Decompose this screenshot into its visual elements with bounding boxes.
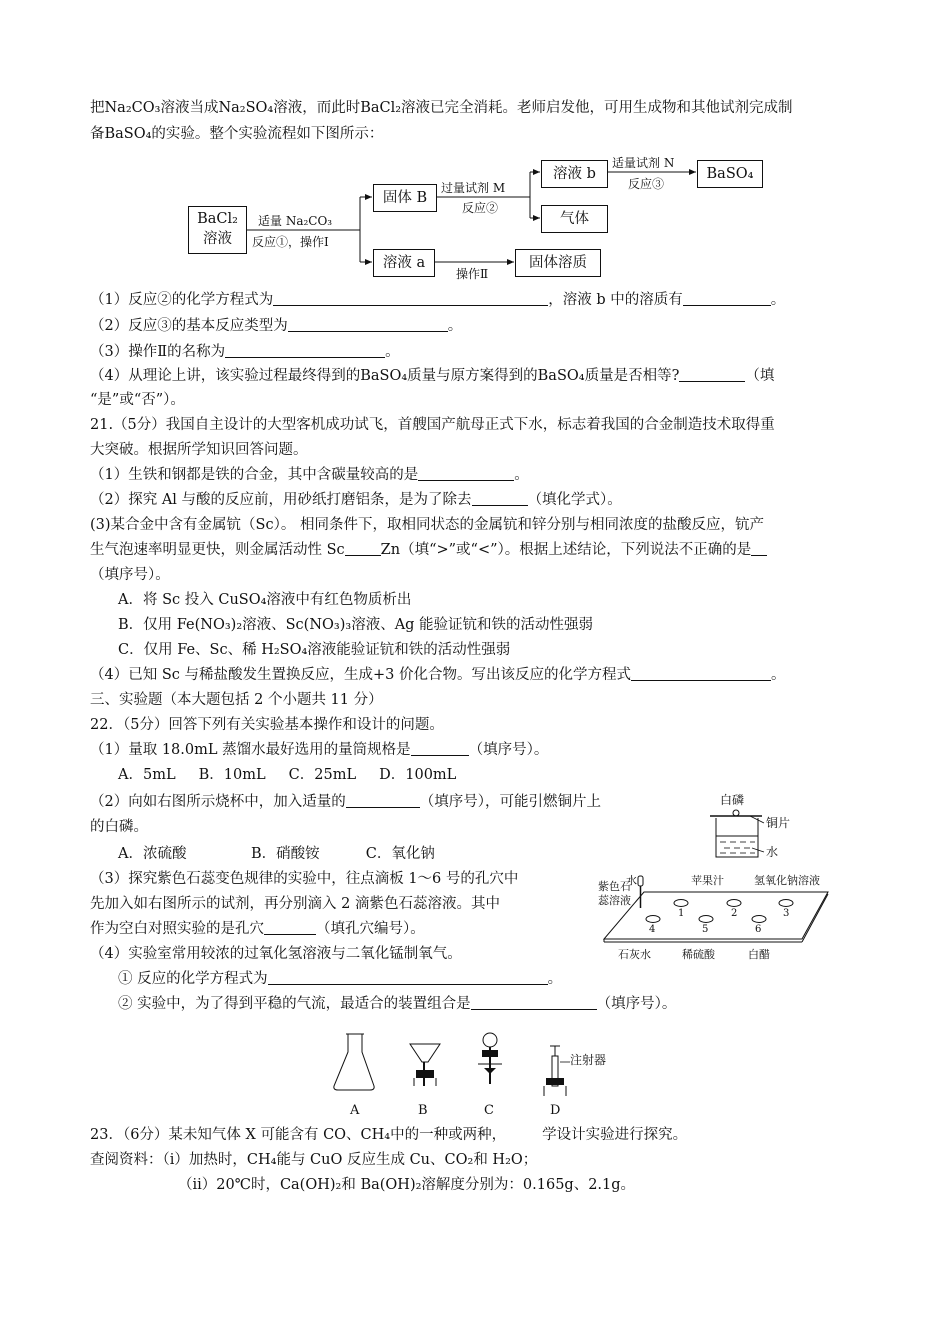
well-number-1: 1 (678, 908, 685, 919)
bottom-label-2: 稀硫酸 (682, 948, 715, 961)
operation2-label: 操作Ⅱ (456, 267, 489, 281)
syringe-label: 注射器 (570, 1053, 607, 1067)
intro-line-2: 备BaSO₄的实验。整个实验流程如下图所示： (90, 126, 384, 142)
q22-part3-line3: 作为空白对照实验的是孔穴 （填孔穴编号）。 (90, 921, 425, 937)
q20-part3: （3）操作Ⅱ的名称为 。 (90, 344, 400, 360)
well-5 (699, 916, 713, 923)
answer-blank[interactable] (288, 317, 448, 332)
answer-blank[interactable] (264, 920, 316, 935)
litmus-label-line2: 蕊溶液 (598, 894, 631, 907)
q21-part1: （1）生铁和钢都是铁的合金，其中含碳量较高的是 。 (90, 467, 529, 483)
answer-blank[interactable] (225, 343, 385, 358)
beaker-figure (700, 790, 810, 870)
answer-blank[interactable] (411, 741, 469, 756)
flow-start-line-2: 溶液 (203, 231, 232, 247)
flow-start-box (188, 206, 247, 254)
q22-part4-ii: ② 实验中，为了得到平稳的气流，最适合的装置组合是 （填序号）。 (118, 996, 677, 1012)
section-3-heading: 三、实验题（本大题包括 2 个小题共 11 分） (90, 692, 383, 708)
q22-part2-cont: 的白磷。 (90, 819, 148, 835)
well-number-4: 4 (649, 924, 656, 935)
bottom-label-1: 石灰水 (618, 948, 651, 961)
answer-blank[interactable] (418, 466, 514, 481)
white-phosphorus (733, 810, 739, 816)
flow-gas-box: 气体 (541, 205, 608, 233)
q22-part1-options: A．5mL B．10mL C．25mL D．100mL (118, 767, 457, 783)
q22-heading: 22．（5分）回答下列有关实验基本操作和设计的问题。 (90, 717, 444, 733)
answer-blank[interactable] (751, 541, 767, 556)
apparatus-label-d: D (550, 1103, 561, 1118)
reaction2-top-label: 过量试剂 M (441, 181, 506, 195)
top-label-1: 水 (626, 874, 637, 887)
well-4 (646, 916, 660, 923)
reaction3-bottom-label: 反应③ (628, 177, 665, 191)
answer-blank[interactable] (273, 291, 548, 306)
flow-solid-b-box: 固体 B (373, 184, 437, 212)
apparatus-label-a: A (350, 1103, 360, 1118)
q22-part3-line2: 先加入如右图所示的试剂，再分别滴入 2 滴紫色石蕊溶液。其中 (90, 896, 500, 912)
q23-line-2: 查阅资料：（ⅰ）加热时，CH₄能与 CuO 反应生成 Cu、CO₂和 H₂O； (90, 1152, 538, 1168)
q22-part2-options: A．浓硫酸 B．硝酸铵 C．氧化钠 (118, 846, 435, 862)
flow-solid-solute-box: 固体溶质 (515, 249, 601, 277)
well-number-2: 2 (731, 908, 738, 919)
flow-solution-b-box: 溶液 b (541, 160, 608, 188)
well-number-3: 3 (783, 908, 790, 919)
top-label-3: 氢氧化钠溶液 (754, 874, 820, 887)
spot-plate (604, 892, 828, 939)
bottom-label-3: 白醋 (748, 948, 770, 961)
q20-part4: （4）从理论上讲，该实验过程最终得到的BaSO₄质量与原方案得到的BaSO₄质量是否相等? （填 (90, 368, 775, 384)
q21-part3-line1: (3)某合金中含有金属钪（Sc）。 相同条件下，取相同状态的金属钪和锌分别与相同浓度的盐酸反应，钪产 (90, 517, 764, 533)
spot-plate-figure (596, 872, 846, 964)
answer-blank[interactable] (679, 367, 745, 382)
q21-option-b: B．仅用 Fe(NO₃)₂溶液、Sc(NO₃)₃溶液、Ag 能验证钪和铁的活动性强弱 (118, 617, 594, 633)
q21-option-c: C．仅用 Fe、Sc、稀 H₂SO₄溶液能验证钪和铁的活动性强弱 (118, 642, 511, 658)
litmus-label-line1: 紫色石 (598, 880, 631, 893)
white-phosphorus-label: 白磷 (720, 793, 745, 807)
copper-label: 铜片 (766, 816, 791, 830)
q23-line-1: 23．（6分）某未知气体 X 可能含有 CO、CH₄中的一种或两种， 学设计实验进行探究。 (90, 1127, 688, 1143)
answer-blank[interactable] (268, 970, 548, 985)
q20-part2: （2）反应③的基本反应类型为 。 (90, 318, 463, 334)
answer-blank[interactable] (471, 995, 597, 1010)
reaction1-bottom-label: 反应①，操作Ⅰ (252, 235, 329, 249)
q22-part2: （2）向如右图所示烧杯中，加入适量的 （填序号），可能引燃铜片上 (90, 794, 601, 810)
answer-blank[interactable] (472, 491, 528, 506)
apparatus-label-c: C (484, 1103, 494, 1118)
well-number-6: 6 (755, 924, 762, 935)
q20-part1: （1）反应②的化学方程式为 ，溶液 b 中的溶质有 。 (90, 292, 786, 308)
answer-blank[interactable] (346, 793, 420, 808)
well-6 (752, 916, 766, 923)
well-3 (779, 900, 793, 907)
well-number-5: 5 (702, 924, 709, 935)
q21-part3-line3: （填序号）。 (90, 567, 170, 583)
q20-part4-cont: “是”或“否”）。 (90, 392, 185, 408)
q21-part2: （2）探究 Al 与酸的反应前，用砂纸打磨铝条，是为了除去 （填化学式）。 (90, 492, 622, 508)
apparatus-label-b: B (418, 1103, 428, 1118)
conical-flask (334, 1034, 374, 1090)
flow-solution-a-box: 溶液 a (373, 249, 435, 277)
funnel (410, 1044, 440, 1062)
answer-blank[interactable] (631, 666, 771, 681)
q21-part3-line2: 生气泡速率明显更快，则金属活动性 Sc Zn（填“>”或“<”）。根据上述结论，下列说法不正确的是 (90, 540, 767, 560)
flow-start-line-1: BaCl₂ (197, 211, 238, 227)
q21-heading-2: 大突破。根据所学知识回答问题。 (90, 442, 308, 458)
reaction2-bottom-label: 反应② (462, 201, 499, 215)
water-label: 水 (766, 845, 779, 859)
answer-blank[interactable] (345, 541, 381, 556)
q22-part4-i: ① 反应的化学方程式为 。 (118, 971, 563, 987)
q22-part1: （1）量取 18.0mL 蒸馏水最好选用的量筒规格是 （填序号）。 (90, 742, 549, 758)
beaker (716, 818, 758, 857)
flow-product-box: BaSO₄ (697, 160, 763, 188)
flowchart (0, 150, 950, 290)
apparatus-figure (320, 1024, 620, 1120)
q22-part3-line1: （3）探究紫色石蕊变色规律的实验中，往点滴板 1～6 号的孔穴中 (90, 871, 519, 887)
q21-option-a: A．将 Sc 投入 CuSO₄溶液中有红色物质析出 (118, 592, 412, 608)
reaction3-top-label: 适量试剂 N (612, 156, 675, 170)
well-1 (674, 900, 688, 907)
q21-heading-1: 21.（5分）我国自主设计的大型客机成功试飞，首艘国产航母正式下水，标志着我国的合金制造技术取得重 (90, 417, 775, 433)
q22-part4: （4）实验室常用较浓的过氧化氢溶液与二氧化锰制氧气。 (90, 946, 462, 962)
q21-part4: （4）已知 Sc 与稀盐酸发生置换反应，生成+3 价化合物。写出该反应的化学方程式 。 (90, 667, 786, 683)
reaction1-top-label: 适量 Na₂CO₃ (258, 214, 333, 228)
well-2 (727, 900, 741, 907)
answer-blank[interactable] (683, 291, 771, 306)
q23-line-3: （ⅱ）20℃时，Ca(OH)₂和 Ba(OH)₂溶解度分别为：0.165g、2.1g。 (178, 1177, 636, 1193)
intro-line-1: 把Na₂CO₃溶液当成Na₂SO₄溶液，而此时BaCl₂溶液已完全消耗。老师启发他，可用生成物和其他试剂完成制 (90, 100, 793, 116)
top-label-2: 苹果汁 (691, 874, 724, 887)
separatory-funnel (483, 1033, 497, 1047)
